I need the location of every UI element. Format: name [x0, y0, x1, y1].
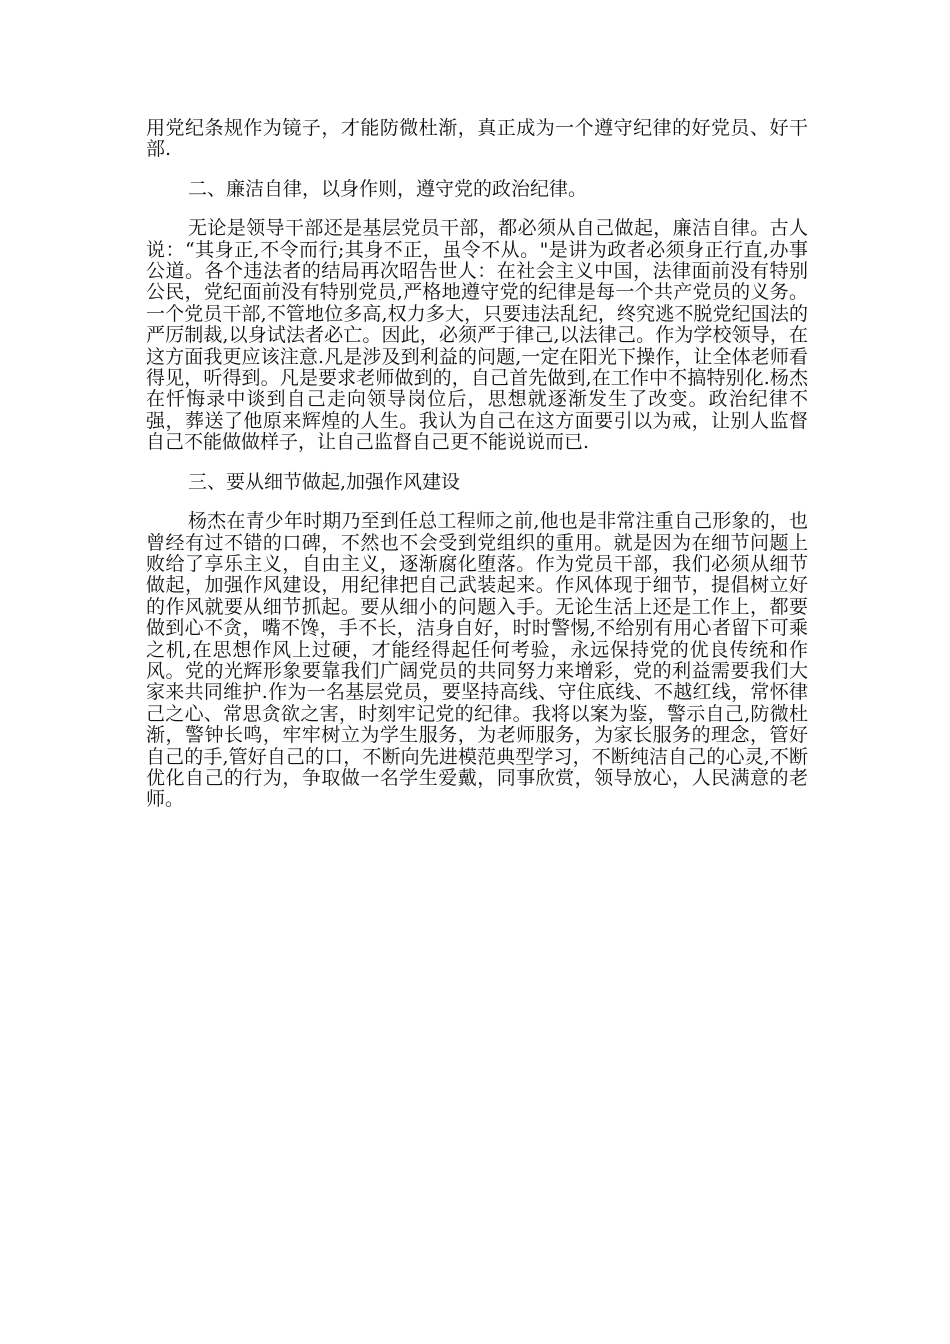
section-heading-2: 二、廉洁自律，以身作则，遵守党的政治纪律。	[188, 177, 588, 200]
document-page	[146, 118, 808, 811]
body-paragraph-continued: 用党纪条规作为镜子，才能防微杜渐，真正成为一个遵守纪律的好党员、好干部.	[146, 117, 808, 161]
section-heading-3: 三、要从细节做起,加强作风建设	[188, 470, 461, 493]
body-paragraph-section-2: 无论是领导干部还是基层党员干部，都必须从自己做起，廉洁自律。古人说：“其身正,不令而行;其身不正，虽令不从。"是讲为政者必须身正行直,办事公道。各个违法者的结局再次昭告世人：在社会主义中国，法律面前没有特别公民，党纪面前没有特别党员,严格地遵守党的纪律是每一个共产党员的义务。一个党员干部,不管地位多高,权力多大，只要违法乱纪，终究逃不脱党纪国法的严厉制裁,以身试法者必亡。因此，必须严于律己,以法律己。作为学校领导，在这方面我更应该注意.凡是涉及到利益的问题,一定在阳光下操作，让全体老师看得见，听得到。凡是要求老师做到的，自己首先做到,在工作中不搞特别化.杨杰在忏悔录中谈到自己走向领导岗位后，思想就逐渐发生了改变。政治纪律不强，葬送了他原来辉煌的人生。我认为自己在这方面要引以为戒，让别人监督自己不能做做样子，让自己监督自己更不能说说而已.	[146, 217, 808, 454]
body-paragraph-section-3: 杨杰在青少年时期乃至到任总工程师之前,他也是非常注重自己形象的，也曾经有过不错的口碑，不然也不会受到党组织的重用。就是因为在细节问题上败给了享乐主义，自由主义，逐渐腐化堕落。作为党员干部，我们必须从细节做起，加强作风建设，用纪律把自己武装起来。作风体现于细节，提倡树立好的作风就要从细节抓起。要从细小的问题入手。无论生活上还是工作上，都要做到心不贪，嘴不馋，手不长，洁身自好，时时警惕,不给别有用心者留下可乘之机,在思想作风上过硬，才能经得起任何考验，永远保持党的优良传统和作风。党的光辉形象要靠我们广阔党员的共同努力来增彩，党的利益需要我们大家来共同维护.作为一名基层党员，要坚持高线、守住底线、不越红线，常怀律己之心、常思贪欲之害，时刻牢记党的纪律。我将以案为鉴，警示自己,防微杜渐，警钟长鸣，牢牢树立为学生服务，为老师服务，为家长服务的理念，管好自己的手,管好自己的口，不断向先进模范典型学习，不断纯洁自己的心灵,不断优化自己的行为，争取做一名学生爱戴，同事欣赏，领导放心，人民满意的老师。	[146, 510, 808, 811]
